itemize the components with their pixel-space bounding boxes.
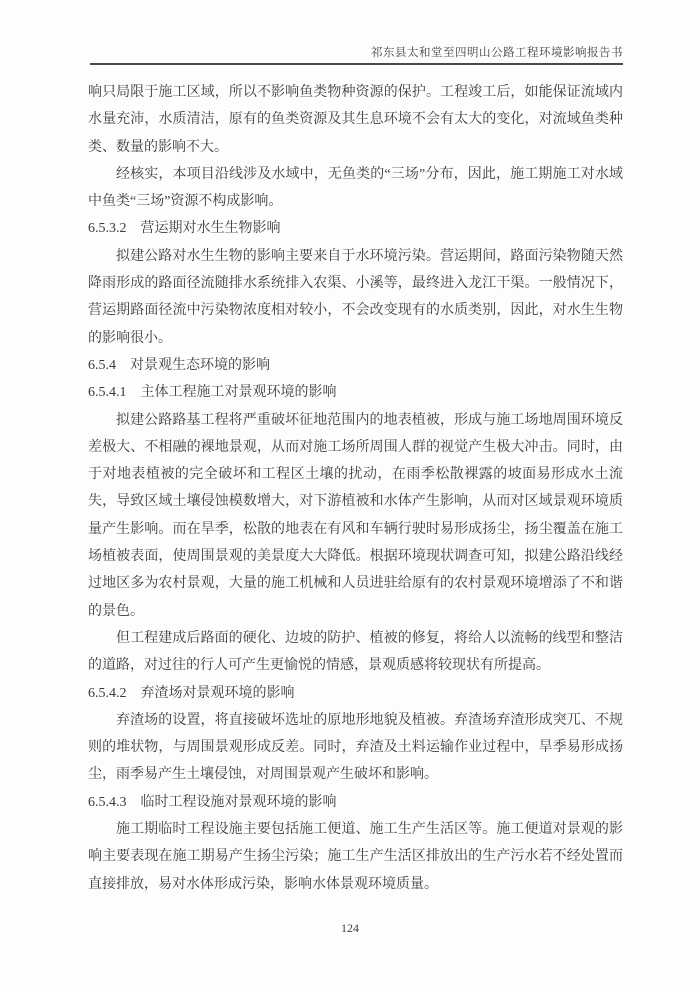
section-heading-6-5-4-2: 6.5.4.2 弃渣场对景观环境的影响 (88, 685, 295, 701)
paragraph-fish-impact-continuation: 响只局限于施工区域，所以不影响鱼类物种资源的保护。工程竣工后，如能保证流域内水量充沛，水质清洁，原有的鱼类资源及其生息环境不会有太大的变化，对流域鱼类种类、数量的影响不大。 (88, 85, 623, 155)
header-title: 祁东县太和堂至四明山公路工程环境影响报告书 (371, 47, 623, 59)
document-body (88, 79, 623, 898)
section-heading-6-5-4: 6.5.4 对景观生态环境的影响 (88, 357, 270, 373)
page-footer (0, 921, 700, 936)
header-rule-divider (90, 63, 623, 65)
page-number: 124 (341, 921, 359, 935)
section-heading-6-5-4-3: 6.5.4.3 临时工程设施对景观环境的影响 (88, 794, 337, 810)
paragraph-temporary-facilities: 施工期临时工程设施主要包括施工便道、施工生产生活区等。施工便道对景观的影响主要表现在施工期易产生扬尘污染；施工生产生活区排放出的生产污水若不经处置而直接排放，易对水体形成污染，影响水体景观环境质量。 (88, 822, 623, 892)
paragraph-three-grounds: 经核实，本项目沿线涉及水域中，无鱼类的“三场”分布，因此，施工期施工对水域中鱼类“三场”资源不构成影响。 (88, 166, 623, 210)
section-heading-6-5-4-1: 6.5.4.1 主体工程施工对景观环境的影响 (88, 385, 337, 401)
section-heading-6-5-3-2: 6.5.3.2 营运期对水生生物影响 (88, 221, 281, 237)
paragraph-main-works-landscape: 拟建公路路基工程将严重破坏征地范围内的地表植被，形成与施工场地周围环境反差极大、不相融的裸地景观，从而对施工场所周围人群的视觉产生极大冲击。同时，由于对地表植被的完全破坏和工程区土壤的扰动，在雨季松散裸露的坡面易形成水土流失，导致区域土壤侵蚀模数增大，对下游植被和水体产生影响，从而对区域景观环境质量产生影响。而在旱季，松散的地表在有风和车辆行驶时易形成扬尘，扬尘覆盖在施工场植被表面，使周围景观的美景度大大降低。根据环境现状调查可知，拟建公路沿线经过地区多为农村景观，大量的施工机械和人员进驻给原有的农村景观环境增添了不和谐的景色。 (88, 412, 623, 619)
paragraph-operation-aquatic-impact: 拟建公路对水生生物的影响主要来自于水环境污染。营运期间，路面污染物随天然降雨形成的路面径流随排水系统排入农渠、小溪等，最终进入龙江干渠。一般情况下，营运期路面径流中污染物浓度相对较小，不会改变现有的水质类别，因此，对水生生物的影响很小。 (88, 248, 623, 346)
paragraph-post-construction: 但工程建成后路面的硬化、边坡的防护、植被的修复，将给人以流畅的线型和整洁的道路，对过往的行人可产生更愉悦的情感，景观质感将较现状有所提高。 (88, 630, 623, 674)
paragraph-spoil-ground-impact: 弃渣场的设置，将直接破坏选址的原地形地貌及植被。弃渣场弃渣形成突兀、不规则的堆状物，与周围景观形成反差。同时，弃渣及土料运输作业过程中，旱季易形成扬尘，雨季易产生土壤侵蚀，对周围景观产生破坏和影响。 (88, 712, 623, 783)
